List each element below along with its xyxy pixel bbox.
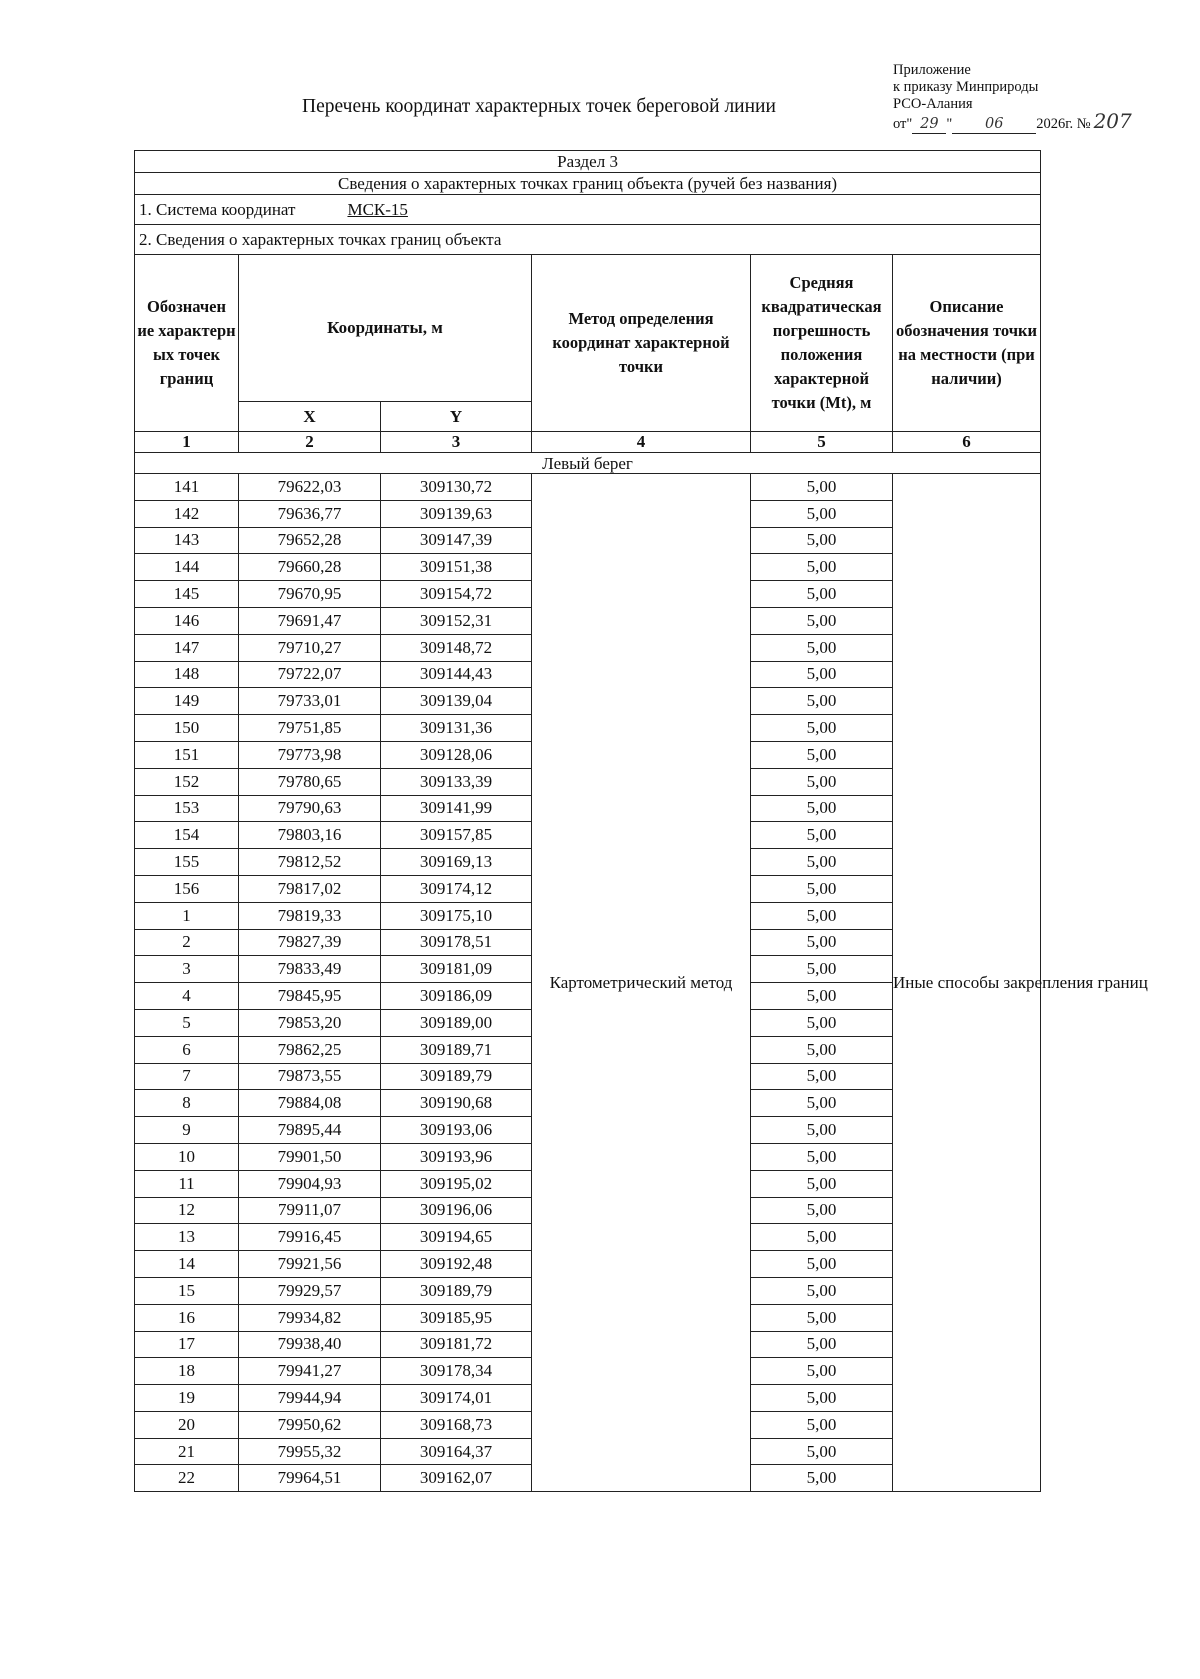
- y-coordinate-cell: 309189,79: [381, 1063, 532, 1090]
- error-cell: 5,00: [751, 1143, 893, 1170]
- x-coordinate-cell: 79710,27: [239, 634, 381, 661]
- y-coordinate-cell: 309189,00: [381, 1009, 532, 1036]
- y-coordinate-cell: 309141,99: [381, 795, 532, 822]
- header-point-id: Обозначен ие характерн ых точек границ: [135, 255, 239, 432]
- y-coordinate-cell: 309168,73: [381, 1411, 532, 1438]
- y-coordinate-cell: 309151,38: [381, 554, 532, 581]
- point-id-cell: 11: [135, 1170, 239, 1197]
- y-coordinate-cell: 309169,13: [381, 849, 532, 876]
- error-cell: 5,00: [751, 688, 893, 715]
- x-coordinate-cell: 79845,95: [239, 983, 381, 1010]
- y-coordinate-cell: 309193,96: [381, 1143, 532, 1170]
- error-cell: 5,00: [751, 1358, 893, 1385]
- x-coordinate-cell: 79941,27: [239, 1358, 381, 1385]
- header-coordinates: Координаты, м: [239, 255, 532, 402]
- x-coordinate-cell: 79691,47: [239, 607, 381, 634]
- header-method: Метод определения координат характерной точки: [532, 255, 751, 432]
- y-coordinate-cell: 309139,04: [381, 688, 532, 715]
- point-id-cell: 152: [135, 768, 239, 795]
- error-cell: 5,00: [751, 1331, 893, 1358]
- x-coordinate-cell: 79921,56: [239, 1251, 381, 1278]
- point-id-cell: 141: [135, 474, 239, 501]
- x-coordinate-cell: 79827,39: [239, 929, 381, 956]
- column-number: 4: [532, 432, 751, 453]
- date-prefix: от": [893, 116, 913, 132]
- point-id-cell: 18: [135, 1358, 239, 1385]
- y-coordinate-cell: 309181,09: [381, 956, 532, 983]
- point-id-cell: 144: [135, 554, 239, 581]
- y-coordinate-cell: 309181,72: [381, 1331, 532, 1358]
- x-coordinate-cell: 79790,63: [239, 795, 381, 822]
- x-coordinate-cell: 79819,33: [239, 902, 381, 929]
- error-cell: 5,00: [751, 1385, 893, 1412]
- point-id-cell: 14: [135, 1251, 239, 1278]
- y-coordinate-cell: 309147,39: [381, 527, 532, 554]
- x-coordinate-cell: 79938,40: [239, 1331, 381, 1358]
- x-coordinate-cell: 79873,55: [239, 1063, 381, 1090]
- x-coordinate-cell: 79733,01: [239, 688, 381, 715]
- point-id-cell: 13: [135, 1224, 239, 1251]
- y-coordinate-cell: 309193,06: [381, 1117, 532, 1144]
- y-coordinate-cell: 309178,34: [381, 1358, 532, 1385]
- point-id-cell: 10: [135, 1143, 239, 1170]
- handwritten-order-number: 207: [1093, 109, 1132, 133]
- point-id-cell: 15: [135, 1277, 239, 1304]
- y-coordinate-cell: 309194,65: [381, 1224, 532, 1251]
- appendix-line: Приложение: [893, 62, 971, 78]
- table-row: [135, 474, 1041, 501]
- coord-system-row: [135, 195, 1041, 225]
- page-title: Перечень координат характерных точек береговой линии: [302, 96, 776, 117]
- y-coordinate-cell: 309185,95: [381, 1304, 532, 1331]
- error-cell: 5,00: [751, 1465, 893, 1492]
- y-coordinate-cell: 309162,07: [381, 1465, 532, 1492]
- point-id-cell: 150: [135, 715, 239, 742]
- date-separator: ": [946, 116, 953, 132]
- error-cell: 5,00: [751, 1224, 893, 1251]
- coord-system-value: МСК-15: [347, 199, 408, 219]
- handwritten-day: 29: [912, 116, 946, 134]
- section-subtitle: Сведения о характерных точках границ объекта (ручей без названия): [135, 173, 1041, 195]
- x-coordinate-cell: 79722,07: [239, 661, 381, 688]
- x-coordinate-cell: 79780,65: [239, 768, 381, 795]
- error-cell: 5,00: [751, 741, 893, 768]
- x-coordinate-cell: 79964,51: [239, 1465, 381, 1492]
- y-coordinate-cell: 309174,01: [381, 1385, 532, 1412]
- point-id-cell: 4: [135, 983, 239, 1010]
- point-id-cell: 3: [135, 956, 239, 983]
- y-coordinate-cell: 309164,37: [381, 1438, 532, 1465]
- column-number: 1: [135, 432, 239, 453]
- point-id-cell: 145: [135, 581, 239, 608]
- point-id-cell: 20: [135, 1411, 239, 1438]
- point-id-cell: 154: [135, 822, 239, 849]
- x-coordinate-cell: 79916,45: [239, 1224, 381, 1251]
- y-coordinate-cell: 309189,71: [381, 1036, 532, 1063]
- point-id-cell: 153: [135, 795, 239, 822]
- column-number: 3: [381, 432, 532, 453]
- error-cell: 5,00: [751, 1277, 893, 1304]
- error-cell: 5,00: [751, 500, 893, 527]
- point-id-cell: 151: [135, 741, 239, 768]
- point-id-cell: 22: [135, 1465, 239, 1492]
- error-cell: 5,00: [751, 875, 893, 902]
- x-coordinate-cell: 79884,08: [239, 1090, 381, 1117]
- x-coordinate-cell: 79929,57: [239, 1277, 381, 1304]
- column-number: 6: [893, 432, 1041, 453]
- point-id-cell: 147: [135, 634, 239, 661]
- error-cell: 5,00: [751, 1438, 893, 1465]
- error-cell: 5,00: [751, 1170, 893, 1197]
- appendix-line: РСО-Алания: [893, 96, 973, 112]
- point-id-cell: 156: [135, 875, 239, 902]
- point-id-cell: 155: [135, 849, 239, 876]
- y-coordinate-cell: 309189,79: [381, 1277, 532, 1304]
- y-coordinate-cell: 309175,10: [381, 902, 532, 929]
- point-id-cell: 142: [135, 500, 239, 527]
- point-id-cell: 21: [135, 1438, 239, 1465]
- x-coordinate-cell: 79803,16: [239, 822, 381, 849]
- y-coordinate-cell: 309128,06: [381, 741, 532, 768]
- point-id-cell: 19: [135, 1385, 239, 1412]
- y-coordinate-cell: 309192,48: [381, 1251, 532, 1278]
- x-coordinate-cell: 79660,28: [239, 554, 381, 581]
- error-cell: 5,00: [751, 634, 893, 661]
- x-coordinate-cell: 79862,25: [239, 1036, 381, 1063]
- error-cell: 5,00: [751, 795, 893, 822]
- error-cell: 5,00: [751, 983, 893, 1010]
- x-coordinate-cell: 79817,02: [239, 875, 381, 902]
- point-id-cell: 17: [135, 1331, 239, 1358]
- y-coordinate-cell: 309152,31: [381, 607, 532, 634]
- error-cell: 5,00: [751, 1090, 893, 1117]
- point-id-cell: 6: [135, 1036, 239, 1063]
- x-coordinate-cell: 79911,07: [239, 1197, 381, 1224]
- header-x: X: [239, 402, 381, 432]
- x-coordinate-cell: 79652,28: [239, 527, 381, 554]
- y-coordinate-cell: 309190,68: [381, 1090, 532, 1117]
- error-cell: 5,00: [751, 581, 893, 608]
- y-coordinate-cell: 309195,02: [381, 1170, 532, 1197]
- x-coordinate-cell: 79773,98: [239, 741, 381, 768]
- point-id-cell: 9: [135, 1117, 239, 1144]
- error-cell: 5,00: [751, 1197, 893, 1224]
- x-coordinate-cell: 79934,82: [239, 1304, 381, 1331]
- x-coordinate-cell: 79833,49: [239, 956, 381, 983]
- error-cell: 5,00: [751, 715, 893, 742]
- y-coordinate-cell: 309144,43: [381, 661, 532, 688]
- error-cell: 5,00: [751, 849, 893, 876]
- error-cell: 5,00: [751, 661, 893, 688]
- error-cell: 5,00: [751, 1304, 893, 1331]
- error-cell: 5,00: [751, 1036, 893, 1063]
- y-coordinate-cell: 309131,36: [381, 715, 532, 742]
- column-number: 5: [751, 432, 893, 453]
- error-cell: 5,00: [751, 956, 893, 983]
- x-coordinate-cell: 79895,44: [239, 1117, 381, 1144]
- error-cell: 5,00: [751, 1117, 893, 1144]
- header-y: Y: [381, 402, 532, 432]
- error-cell: 5,00: [751, 902, 893, 929]
- description-cell: Иные способы закрепления границ: [893, 474, 1041, 1492]
- point-id-cell: 1: [135, 902, 239, 929]
- x-coordinate-cell: 79904,93: [239, 1170, 381, 1197]
- x-coordinate-cell: 79751,85: [239, 715, 381, 742]
- y-coordinate-cell: 309186,09: [381, 983, 532, 1010]
- error-cell: 5,00: [751, 1411, 893, 1438]
- error-cell: 5,00: [751, 1251, 893, 1278]
- point-id-cell: 16: [135, 1304, 239, 1331]
- handwritten-month: 06: [952, 116, 1036, 134]
- x-coordinate-cell: 79944,94: [239, 1385, 381, 1412]
- bank-label: Левый берег: [135, 453, 1041, 474]
- point-id-cell: 7: [135, 1063, 239, 1090]
- point-id-cell: 148: [135, 661, 239, 688]
- x-coordinate-cell: 79955,32: [239, 1438, 381, 1465]
- y-coordinate-cell: 309148,72: [381, 634, 532, 661]
- date-year: 2026г. №: [1036, 116, 1091, 132]
- point-id-cell: 143: [135, 527, 239, 554]
- error-cell: 5,00: [751, 822, 893, 849]
- point-id-cell: 5: [135, 1009, 239, 1036]
- x-coordinate-cell: 79853,20: [239, 1009, 381, 1036]
- y-coordinate-cell: 309178,51: [381, 929, 532, 956]
- x-coordinate-cell: 79636,77: [239, 500, 381, 527]
- coordinates-table: [134, 150, 1148, 1492]
- appendix-line: к приказу Минприроды: [893, 79, 1039, 95]
- x-coordinate-cell: 79622,03: [239, 474, 381, 501]
- error-cell: 5,00: [751, 474, 893, 501]
- point-id-cell: 2: [135, 929, 239, 956]
- y-coordinate-cell: 309157,85: [381, 822, 532, 849]
- y-coordinate-cell: 309154,72: [381, 581, 532, 608]
- error-cell: 5,00: [751, 527, 893, 554]
- x-coordinate-cell: 79901,50: [239, 1143, 381, 1170]
- error-cell: 5,00: [751, 1009, 893, 1036]
- column-number: 2: [239, 432, 381, 453]
- coord-system-label: 1. Система координат: [139, 199, 296, 219]
- error-cell: 5,00: [751, 607, 893, 634]
- points-label: 2. Сведения о характерных точках границ объекта: [135, 225, 1041, 255]
- section-name: Раздел 3: [135, 151, 1041, 173]
- point-id-cell: 149: [135, 688, 239, 715]
- error-cell: 5,00: [751, 929, 893, 956]
- x-coordinate-cell: 79950,62: [239, 1411, 381, 1438]
- error-cell: 5,00: [751, 1063, 893, 1090]
- error-cell: 5,00: [751, 768, 893, 795]
- appendix-date-line: [893, 109, 1193, 134]
- method-cell: Картометрический метод: [532, 474, 751, 1492]
- appendix-block: [893, 62, 1193, 134]
- y-coordinate-cell: 309174,12: [381, 875, 532, 902]
- x-coordinate-cell: 79670,95: [239, 581, 381, 608]
- point-id-cell: 12: [135, 1197, 239, 1224]
- y-coordinate-cell: 309133,39: [381, 768, 532, 795]
- point-id-cell: 146: [135, 607, 239, 634]
- error-cell: 5,00: [751, 554, 893, 581]
- y-coordinate-cell: 309139,63: [381, 500, 532, 527]
- y-coordinate-cell: 309196,06: [381, 1197, 532, 1224]
- x-coordinate-cell: 79812,52: [239, 849, 381, 876]
- y-coordinate-cell: 309130,72: [381, 474, 532, 501]
- point-id-cell: 8: [135, 1090, 239, 1117]
- header-error: Средняя квадратическая погрешность положения характерной точки (Mt), м: [751, 255, 893, 432]
- header-description: Описание обозначения точки на местности (при наличии): [893, 255, 1041, 432]
